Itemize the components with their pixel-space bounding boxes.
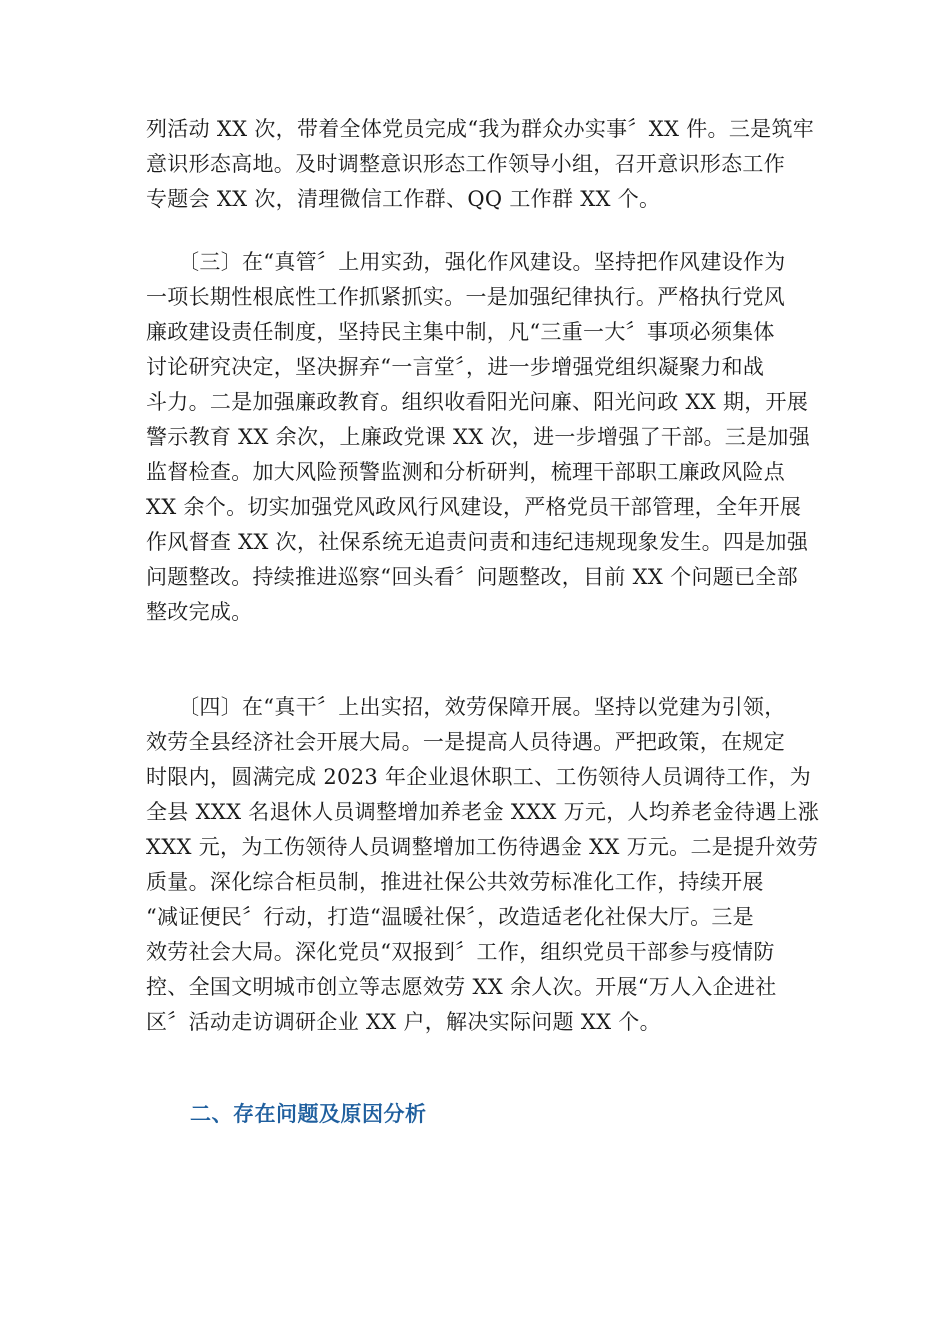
text-line: 监督检查。加大风险预警监测和分析研判，梳理干部职工廉政风险点 [146, 460, 785, 484]
text-line: 列活动 XX 次，带着全体党员完成“我为群众办实事〞XX 件。三是筑牢 [146, 117, 815, 141]
text-line: 效劳社会大局。深化党员“双报到〞工作，组织党员干部参与疫情防 [146, 940, 775, 964]
text-line: 作风督查 XX 次，社保系统无追责问责和违纪违规现象发生。四是加强 [146, 530, 809, 554]
text-line: 控、全国文明城市创立等志愿效劳 XX 余人次。开展“万人入企进社 [146, 975, 777, 999]
text-line: 全县 XXX 名退休人员调整增加养老金 XXX 万元，人均养老金待遇上涨 [146, 800, 820, 824]
text-line: 〔四〕在“真干〞上出实招，效劳保障开展。坚持以党建为引领， [146, 695, 786, 719]
text-line: 意识形态高地。及时调整意识形态工作领导小组，召开意识形态工作 [146, 152, 785, 176]
text-line: 警示教育 XX 余次，上廉政党课 XX 次，进一步增强了干部。三是加强 [146, 425, 810, 449]
text-line: 区〞活动走访调研企业 XX 户，解决实际问题 XX 个。 [146, 1010, 661, 1034]
text-line: 问题整改。持续推进巡察“回头看〞问题整改，目前 XX 个问题已全部 [146, 565, 798, 589]
paragraph-section-four [146, 690, 820, 1040]
paragraph-section-three [146, 245, 810, 630]
text-line: XXX 元，为工伤领待人员调整增加工伤待遇金 XX 万元。二是提升效劳 [146, 835, 819, 859]
section-heading: 二、存在问题及原因分析 [190, 1102, 427, 1126]
text-line: 斗力。二是加强廉政教育。组织收看阳光问廉、阳光问政 XX 期，开展 [146, 390, 809, 414]
paragraph-continuation [146, 112, 815, 217]
text-line: 〔三〕在“真管〞上用实劲，强化作风建设。坚持把作风建设作为 [146, 250, 786, 274]
text-line: 一项长期性根底性工作抓紧抓实。一是加强纪律执行。严格执行党风 [146, 285, 785, 309]
text-line: 廉政建设责任制度，坚持民主集中制，凡“三重一大〞事项必须集体 [146, 320, 775, 344]
text-line: 质量。深化综合柜员制，推进社保公共效劳标准化工作，持续开展 [146, 870, 764, 894]
text-line: XX 余个。切实加强党风政风行风建设，严格党员干部管理，全年开展 [146, 495, 802, 519]
text-line: 整改完成。 [146, 600, 253, 624]
text-line: “减证便民〞行动，打造“温暖社保〞，改造适老化社保大厅。三是 [146, 905, 754, 929]
text-line: 专题会 XX 次，清理微信工作群、QQ 工作群 XX 个。 [146, 187, 661, 211]
text-line: 时限内，圆满完成 2023 年企业退休职工、工伤领待人员调待工作，为 [146, 765, 811, 789]
text-line: 讨论研究决定，坚决摒弃“一言堂〞，进一步增强党组织凝聚力和战 [146, 355, 765, 379]
text-line: 效劳全县经济社会开展大局。一是提高人员待遇。严把政策，在规定 [146, 730, 785, 754]
